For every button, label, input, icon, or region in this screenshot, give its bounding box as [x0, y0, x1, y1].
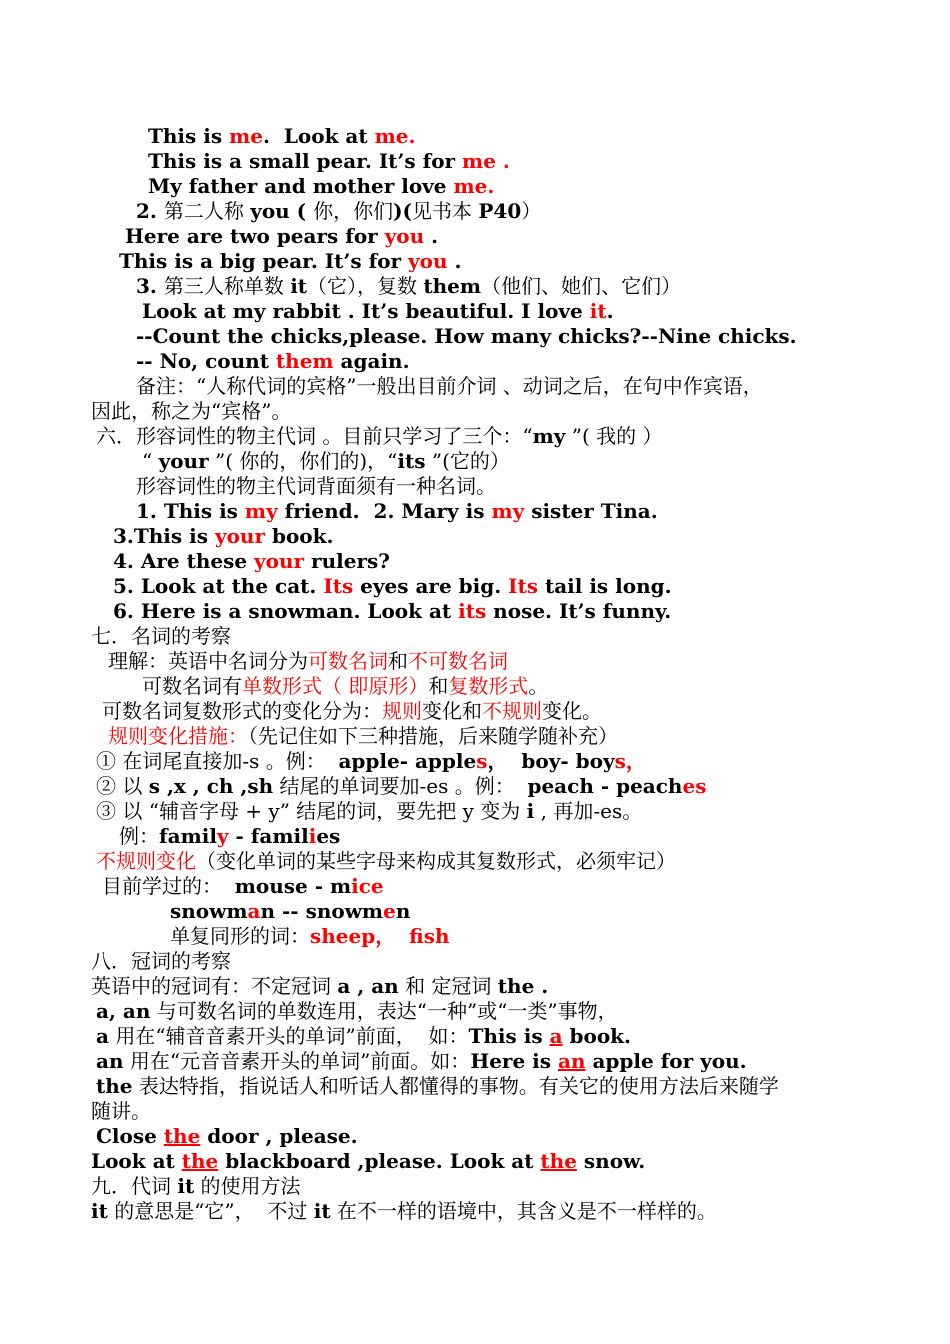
text-line [136, 324, 797, 349]
text-line [142, 449, 510, 474]
text-segment: 和 [428, 674, 449, 698]
highlighted-text: y [216, 824, 229, 848]
text-segment: n [395, 899, 411, 923]
highlighted-text: them [275, 349, 334, 373]
text-line [136, 499, 658, 524]
text-segment: 5. Look at the cat. [113, 574, 324, 598]
text-line [136, 374, 763, 399]
highlighted-text: 不可数名词 [408, 649, 508, 673]
text-line [96, 774, 706, 799]
text-segment: 形容词性的物主代词背面须有一种名词。 [136, 474, 496, 498]
text-segment: an [96, 1049, 124, 1073]
highlighted-text: the [181, 1149, 219, 1173]
text-line [108, 724, 618, 749]
text-segment: )( [393, 199, 413, 223]
highlighted-text: your [214, 524, 265, 548]
text-segment: Close [96, 1124, 164, 1148]
highlighted-text: you [384, 224, 425, 248]
highlighted-text: a [247, 899, 261, 923]
text-line [136, 474, 496, 499]
text-line [96, 849, 676, 874]
text-line [91, 1099, 151, 1124]
text-segment: 的意思是“它”， 不过 [107, 1199, 314, 1223]
text-segment: 你，你们 [313, 199, 394, 223]
text-segment: 表达特指，指说话人和听话人都懂得的事物。有关它的使用方法后来随学 [132, 1074, 779, 1098]
text-segment: it [290, 274, 308, 298]
text-segment: 2. [136, 199, 164, 223]
text-segment: My father and mother love [148, 174, 454, 198]
text-segment: This is a big pear. It’s for [119, 249, 409, 273]
text-line [102, 699, 602, 724]
text-line [102, 874, 384, 899]
text-segment: you ( [250, 199, 314, 223]
text-line [136, 274, 681, 299]
text-segment: book. [562, 1024, 631, 1048]
text-segment: “ [142, 449, 159, 473]
text-segment: 例： [119, 824, 159, 848]
text-segment: 第三人称单数 [163, 274, 291, 298]
text-segment: 3. [136, 274, 164, 298]
text-segment: blackboard ,please. Look at [218, 1149, 541, 1173]
text-segment: （先记住如下三种措施，后来随学随补充） [248, 724, 618, 748]
highlighted-text: 规则变化措施： [108, 724, 248, 748]
highlighted-text: its [458, 599, 487, 623]
text-segment: a , an [337, 974, 399, 998]
text-segment: tail is long. [538, 574, 672, 598]
highlighted-text: 可数名词 [308, 649, 388, 673]
text-line [96, 1074, 779, 1099]
text-segment: -- No, count [136, 349, 276, 373]
text-segment: ”( 你的，你们的)，“ [208, 449, 398, 473]
text-line [96, 749, 646, 774]
text-segment: s ,x , ch ,sh [148, 774, 274, 798]
text-segment: 的使用方法 [194, 1174, 301, 1198]
text-segment: . [447, 249, 462, 273]
text-line [170, 924, 450, 949]
highlighted-text: the [540, 1149, 577, 1173]
highlighted-text: 规则 [382, 699, 422, 723]
text-segment: 4. Are these [113, 549, 255, 573]
highlighted-text: me [229, 124, 263, 148]
text-line [142, 674, 548, 699]
text-segment: its [397, 449, 426, 473]
highlighted-text: you [408, 249, 448, 273]
text-segment: 6. Here is a snowman. Look at [113, 599, 459, 623]
text-line [96, 1124, 358, 1149]
text-segment: 可数名词有 [142, 674, 242, 698]
text-line [91, 399, 291, 424]
text-segment: 七．名词的考察 [91, 624, 231, 648]
text-segment: 3.This is [113, 524, 215, 548]
text-segment: 1. This is [136, 499, 245, 523]
text-segment: This is a small pear. It’s for [148, 149, 463, 173]
text-segment: . [424, 224, 439, 248]
text-segment: 随讲。 [91, 1099, 151, 1123]
text-segment: i [526, 799, 535, 823]
highlighted-text: i [308, 824, 317, 848]
text-line [142, 299, 614, 324]
text-segment: This is [468, 1024, 550, 1048]
text-line [91, 1199, 717, 1224]
text-segment: snowm [170, 899, 248, 923]
text-segment: Look at [91, 1149, 182, 1173]
text-segment: 用在“辅音音素开头的单词”前面， 如： [108, 1024, 469, 1048]
highlighted-text: e [383, 899, 396, 923]
highlighted-text: a [549, 1024, 563, 1048]
text-segment: mouse - m [234, 874, 352, 898]
highlighted-text: ice [351, 874, 384, 898]
highlighted-text: Its [323, 574, 354, 598]
text-segment: apple for you. [585, 1049, 747, 1073]
text-segment: 六．形容词性的物主代词 。目前只学习了三个：“ [96, 424, 533, 448]
text-segment: peach - peach [527, 774, 683, 798]
text-line [91, 974, 548, 999]
text-segment: it [91, 1199, 108, 1223]
text-line [91, 624, 231, 649]
text-line [96, 424, 663, 449]
text-line [148, 149, 510, 174]
highlighted-text: 单数形式（ 即原形） [242, 674, 429, 698]
text-segment: 变化。 [542, 699, 602, 723]
text-segment: again. [333, 349, 410, 373]
text-segment: 备注：“人称代词的宾格”一般出目前介词 、动词之后，在句中作宾语， [136, 374, 763, 398]
text-segment: Here are two pears for [125, 224, 385, 248]
highlighted-text: s， [614, 749, 646, 773]
text-segment: 用在“元音音素开头的单词”前面。如： [123, 1049, 471, 1073]
highlighted-text: 不规则 [482, 699, 542, 723]
highlighted-text: 复数形式 [448, 674, 529, 698]
text-line [96, 799, 642, 824]
highlighted-text: your [254, 549, 305, 573]
text-segment: the . [497, 974, 549, 998]
text-line [136, 199, 541, 224]
text-segment: eyes are big. [353, 574, 509, 598]
text-segment: 见书本 [412, 199, 479, 223]
text-segment: （他们、她们、它们） [481, 274, 682, 298]
text-line [119, 249, 462, 274]
text-line [119, 824, 340, 849]
text-line [136, 349, 410, 374]
highlighted-text: sheep， fish [310, 924, 450, 948]
highlighted-text: me. [374, 124, 416, 148]
text-line [125, 224, 438, 249]
text-segment: ① 在词尾直接加-s 。例： [96, 749, 339, 773]
text-line [96, 999, 618, 1024]
text-line [96, 1049, 747, 1074]
text-segment: 和 [388, 649, 408, 673]
text-segment: n -- snowm [260, 899, 384, 923]
text-segment: 。 [528, 674, 549, 698]
text-segment: ， boy- boy [487, 749, 615, 773]
text-segment: ② 以 [96, 774, 149, 798]
text-segment: P40 [478, 199, 522, 223]
text-segment: （变化单词的某些字母来构成其复数形式，必须牢记） [196, 849, 676, 873]
highlighted-text: the [163, 1124, 201, 1148]
text-segment: it [177, 1174, 195, 1198]
text-segment: . [606, 299, 614, 323]
text-segment: 变化和 [422, 699, 482, 723]
text-segment: 理解：英语中名词分为 [108, 649, 308, 673]
text-segment: 八．冠词的考察 [91, 949, 231, 973]
text-segment: the [96, 1074, 133, 1098]
text-segment: ”( 我的 ） [565, 424, 663, 448]
highlighted-text: 不规则变化 [96, 849, 196, 873]
text-segment: 和 定冠词 [398, 974, 498, 998]
text-line [113, 524, 333, 549]
text-segment: famil [159, 824, 217, 848]
text-line [91, 1174, 301, 1199]
highlighted-text: me . [462, 149, 510, 173]
text-segment: 与可数名词的单数连用，表达“一种”或“一类”事物， [150, 999, 618, 1023]
highlighted-text: my [491, 499, 525, 523]
text-segment: - famil [228, 824, 309, 848]
text-segment: Look at my rabbit . It’s beautiful. I love [142, 299, 590, 323]
text-segment: apple- apple [338, 749, 477, 773]
text-segment: 第二人称 [163, 199, 251, 223]
text-segment: your [158, 449, 209, 473]
text-segment: ③ 以 “辅音字母 + y” 结尾的词，要先把 y 变为 [96, 799, 527, 823]
text-line [148, 174, 494, 199]
text-segment: 可数名词复数形式的变化分为： [102, 699, 382, 723]
text-segment: door , please. [200, 1124, 358, 1148]
text-segment: ”(它的） [425, 449, 510, 473]
highlighted-text: Its [508, 574, 538, 598]
text-segment: 因此，称之为“宾格”。 [91, 399, 292, 423]
text-line [96, 1024, 631, 1049]
text-segment: . Look at [262, 124, 375, 148]
text-segment: my [532, 424, 566, 448]
text-segment: --Count the chicks,please. How many chicks?--Nine chicks. [136, 324, 797, 348]
highlighted-text: an [557, 1049, 586, 1073]
text-segment: 在不一样的语境中，其含义是不一样样的。 [330, 1199, 717, 1223]
highlighted-text: it [589, 299, 607, 323]
text-segment: es [316, 824, 341, 848]
text-segment: rulers? [304, 549, 390, 573]
text-segment: ） [521, 199, 542, 223]
text-line [113, 574, 672, 599]
text-segment: a, an [96, 999, 151, 1023]
text-segment: 九．代词 [91, 1174, 178, 1198]
text-segment: This is [148, 124, 230, 148]
text-segment: a [96, 1024, 109, 1048]
highlighted-text: s [476, 749, 488, 773]
text-segment: （它），复数 [307, 274, 424, 298]
text-segment: them [423, 274, 482, 298]
text-segment: 单复同形的词： [170, 924, 310, 948]
text-segment: nose. It’s funny. [486, 599, 672, 623]
text-segment: it [313, 1199, 331, 1223]
text-line [91, 1149, 645, 1174]
text-line [113, 599, 671, 624]
text-line [170, 899, 410, 924]
text-segment: 英语中的冠词有：不定冠词 [91, 974, 338, 998]
text-segment: sister Tina. [524, 499, 658, 523]
text-segment: 目前学过的： [102, 874, 235, 898]
highlighted-text: es [682, 774, 707, 798]
text-line [91, 949, 231, 974]
text-line [108, 649, 508, 674]
text-segment: friend. 2. Mary is [277, 499, 492, 523]
text-line [148, 124, 415, 149]
text-line [113, 549, 390, 574]
text-segment: snow. [576, 1149, 646, 1173]
text-segment: 结尾的单词要加-es 。例： [273, 774, 528, 798]
text-segment: Here is [470, 1049, 558, 1073]
highlighted-text: me. [453, 174, 495, 198]
text-segment: book. [265, 524, 334, 548]
highlighted-text: my [244, 499, 278, 523]
text-segment: , 再加-es。 [534, 799, 643, 823]
